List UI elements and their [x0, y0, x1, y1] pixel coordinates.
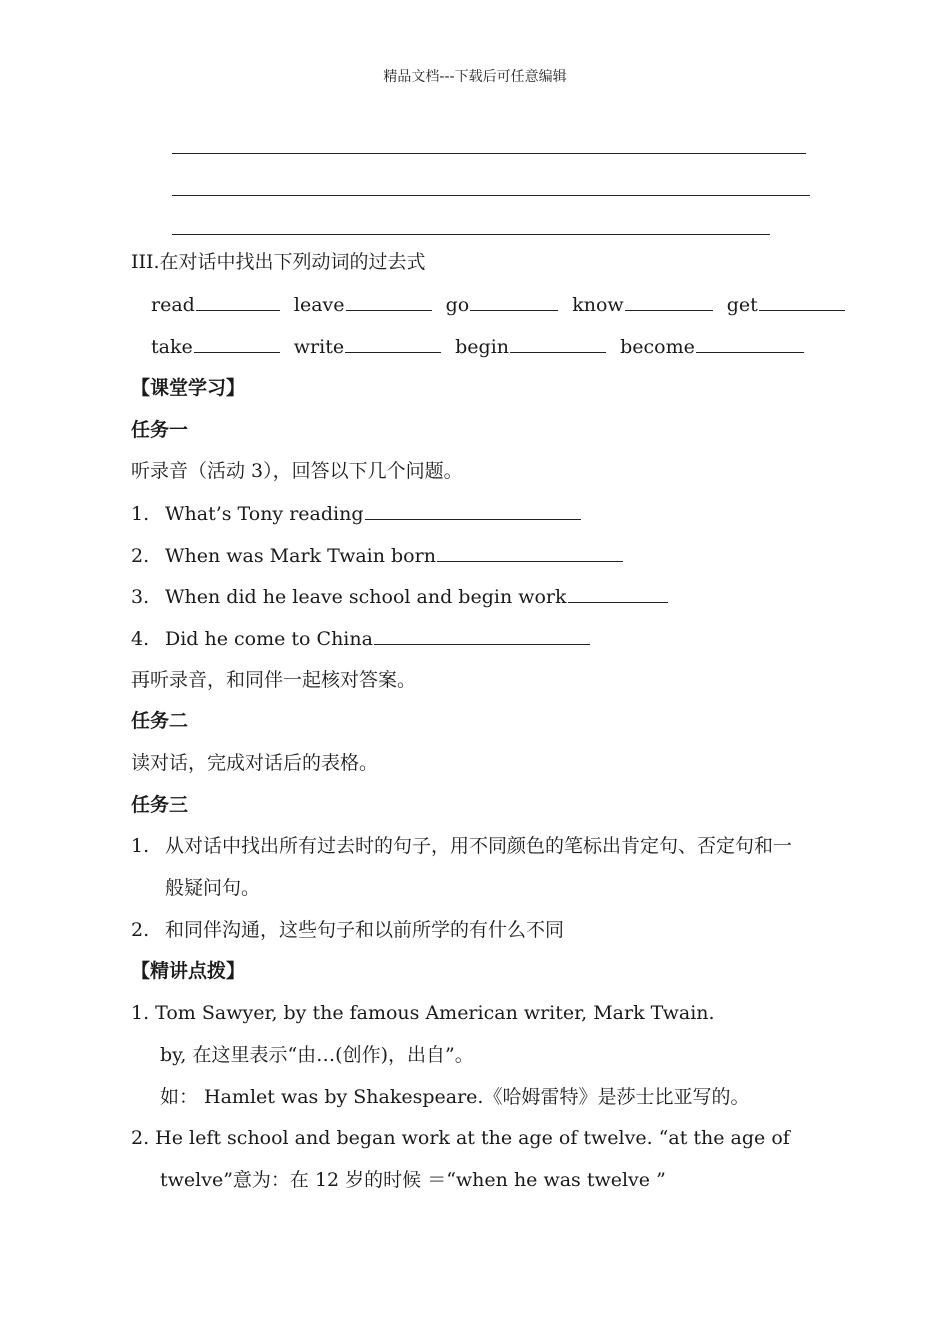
answer-line[interactable]: [172, 153, 806, 154]
verb-word: become: [620, 336, 695, 358]
question-1: [131, 501, 589, 526]
answer-line[interactable]: [172, 195, 810, 196]
verb-word: know: [572, 294, 624, 316]
page-header: 精品文档---下载后可任意编辑: [383, 69, 567, 85]
point-2-line-2: twelve”意为：在 12 岁的时候 ＝“when he was twelve ”: [160, 1169, 666, 1191]
verb-row-2: [151, 334, 804, 359]
point-1-line-2: by, 在这里表示“由…(创作)，出自”。: [160, 1044, 474, 1066]
task-2-instruction: 读对话，完成对话后的表格。: [131, 752, 379, 774]
task-3-heading: 任务三: [131, 794, 189, 816]
question-text: When was Mark Twain born: [165, 545, 436, 567]
verb-blank[interactable]: [346, 292, 432, 311]
classroom-heading: 【课堂学习】: [131, 377, 246, 399]
verb-blank[interactable]: [759, 292, 845, 311]
verb-row-1: [151, 292, 845, 317]
item-number: 1.: [131, 835, 150, 857]
points-heading: 【精讲点拨】: [131, 960, 246, 982]
answer-blank[interactable]: [365, 501, 581, 520]
verb-word: write: [293, 336, 345, 358]
question-4: [131, 626, 598, 651]
answer-blank[interactable]: [568, 584, 668, 603]
question-text: Did he come to China: [165, 628, 373, 650]
question-number: 1.: [131, 503, 150, 525]
task-3-item-1: [131, 834, 792, 858]
task-1-followup: 再听录音，和同伴一起核对答案。: [131, 669, 417, 691]
question-number: 4.: [131, 628, 150, 650]
answer-blank[interactable]: [374, 626, 590, 645]
verb-word: take: [151, 336, 193, 358]
question-number: 2.: [131, 545, 150, 567]
task-1-heading: 任务一: [131, 419, 189, 441]
question-text: What’s Tony reading: [165, 503, 364, 525]
item-number: 2.: [131, 919, 150, 941]
point-1-line-1: 1. Tom Sawyer, by the famous American writer, Mark Twain.: [131, 1002, 715, 1024]
task-1-instruction: 听录音（活动 3），回答以下几个问题。: [131, 460, 463, 482]
point-1-line-3: 如： Hamlet was by Shakespeare.《哈姆雷特》是莎士比亚写的。: [160, 1086, 750, 1108]
question-3: [131, 584, 676, 609]
point-2-line-1: 2. He left school and began work at the age of twelve. “at the age of: [131, 1127, 790, 1149]
question-text: When did he leave school and begin work: [165, 586, 567, 608]
task-2-heading: 任务二: [131, 710, 189, 732]
answer-line[interactable]: [172, 234, 770, 235]
verb-word: leave: [293, 294, 345, 316]
question-2: [131, 543, 631, 568]
verb-blank[interactable]: [470, 292, 558, 311]
item-text: 和同伴沟通，这些句子和以前所学的有什么不同: [165, 919, 565, 941]
task-3-item-2: [131, 918, 564, 942]
verb-word: go: [445, 294, 470, 316]
verb-blank[interactable]: [696, 334, 804, 353]
verb-word: begin: [455, 336, 510, 358]
verb-blank[interactable]: [196, 292, 280, 311]
question-number: 3.: [131, 586, 150, 608]
verb-blank[interactable]: [345, 334, 441, 353]
verb-blank[interactable]: [625, 292, 713, 311]
verb-word: read: [151, 294, 195, 316]
answer-blank[interactable]: [437, 543, 623, 562]
task-3-item-1-cont: 般疑问句。: [165, 877, 261, 899]
verb-blank[interactable]: [194, 334, 280, 353]
verb-blank[interactable]: [510, 334, 606, 353]
verb-word: get: [726, 294, 758, 316]
item-text: 从对话中找出所有过去时的句子，用不同颜色的笔标出肯定句、否定句和一: [165, 835, 793, 857]
section-3-title: III.在对话中找出下列动词的过去式: [131, 251, 426, 273]
